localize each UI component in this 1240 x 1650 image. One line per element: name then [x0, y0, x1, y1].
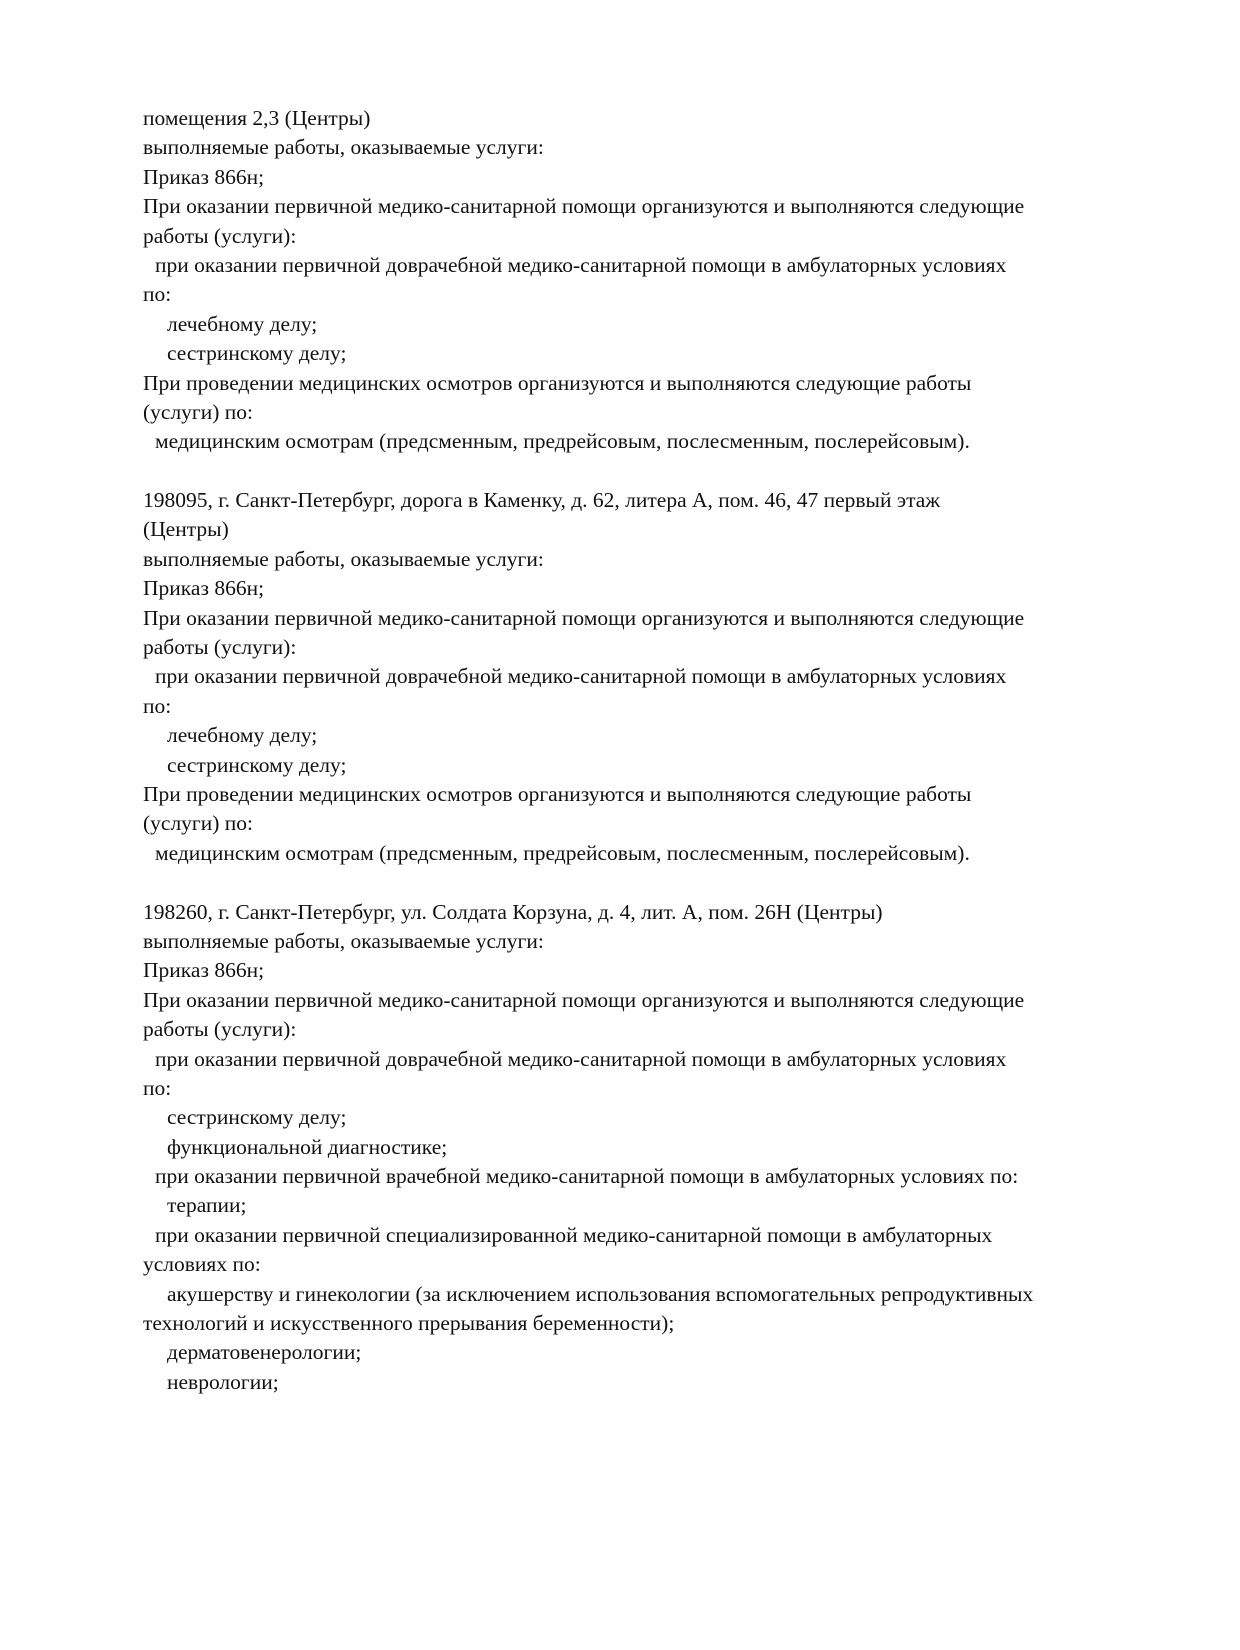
service-item: дерматовенерологии;: [167, 1340, 362, 1365]
service-item: лечебному делу;: [167, 311, 318, 336]
order-reference: Приказ 866н;: [143, 958, 265, 983]
prehospital-intro: по:: [143, 693, 172, 718]
specialized-intro: условиях по:: [143, 1252, 261, 1277]
physician-intro: при оказании первичной врачебной медико-санитарной помощи в амбулаторных условиях по:: [155, 1164, 1019, 1189]
primary-care-intro: работы (услуги):: [143, 1017, 297, 1042]
address-line: (Центры): [143, 517, 229, 542]
service-item: медицинским осмотрам (предсменным, предрейсовым, послесменным, послерейсовым).: [155, 840, 970, 865]
prehospital-intro: по:: [143, 282, 172, 307]
section-spacer: [143, 457, 1163, 486]
section-1: [143, 104, 1163, 457]
service-item: акушерству и гинекологии (за исключением использования вспомогательных репродуктивных: [167, 1281, 1034, 1306]
medexam-intro: (услуги) по:: [143, 399, 254, 424]
address-line: 198095, г. Санкт-Петербург, дорога в Каменку, д. 62, литера А, пом. 46, 47 первый этаж: [143, 488, 941, 513]
section-spacer: [143, 868, 1163, 897]
section-3: [143, 898, 1163, 1398]
section-2: [143, 486, 1163, 868]
service-item: неврологии;: [167, 1369, 279, 1394]
address-line: 198260, г. Санкт-Петербург, ул. Солдата Корзуна, д. 4, лит. А, пом. 26Н (Центры): [143, 899, 883, 924]
address-line: помещения 2,3 (Центры): [143, 106, 371, 130]
works-heading: выполняемые работы, оказываемые услуги:: [143, 928, 544, 953]
primary-care-intro: работы (услуги):: [143, 635, 297, 660]
works-heading: выполняемые работы, оказываемые услуги:: [143, 135, 544, 160]
service-item: терапии;: [167, 1193, 247, 1218]
service-item: медицинским осмотрам (предсменным, предрейсовым, послесменным, послерейсовым).: [155, 429, 970, 454]
service-item: функциональной диагностике;: [167, 1134, 448, 1159]
prehospital-intro: при оказании первичной доврачебной медико-санитарной помощи в амбулаторных условиях: [155, 252, 1007, 277]
prehospital-intro: при оказании первичной доврачебной медико-санитарной помощи в амбулаторных условиях: [155, 1046, 1007, 1071]
prehospital-intro: при оказании первичной доврачебной медико-санитарной помощи в амбулаторных условиях: [155, 664, 1007, 689]
service-item: технологий и искусственного прерывания беременности);: [143, 1311, 675, 1336]
service-item: лечебному делу;: [167, 723, 318, 748]
order-reference: Приказ 866н;: [143, 164, 265, 189]
order-reference: Приказ 866н;: [143, 576, 265, 601]
primary-care-intro: При оказании первичной медико-санитарной помощи организуются и выполняются следующие: [143, 194, 1025, 219]
works-heading: выполняемые работы, оказываемые услуги:: [143, 546, 544, 571]
primary-care-intro: При оказании первичной медико-санитарной помощи организуются и выполняются следующие: [143, 987, 1025, 1012]
medexam-intro: (услуги) по:: [143, 811, 254, 836]
specialized-intro: при оказании первичной специализированной медико-санитарной помощи в амбулаторных: [155, 1222, 993, 1247]
prehospital-intro: по:: [143, 1075, 172, 1100]
service-item: сестринскому делу;: [167, 1105, 347, 1130]
document-page: [143, 104, 1163, 1397]
primary-care-intro: При оказании первичной медико-санитарной помощи организуются и выполняются следующие: [143, 605, 1025, 630]
medexam-intro: При проведении медицинских осмотров организуются и выполняются следующие работы: [143, 370, 972, 395]
primary-care-intro: работы (услуги):: [143, 223, 297, 248]
service-item: сестринскому делу;: [167, 752, 347, 777]
medexam-intro: При проведении медицинских осмотров организуются и выполняются следующие работы: [143, 781, 972, 806]
service-item: сестринскому делу;: [167, 341, 347, 366]
